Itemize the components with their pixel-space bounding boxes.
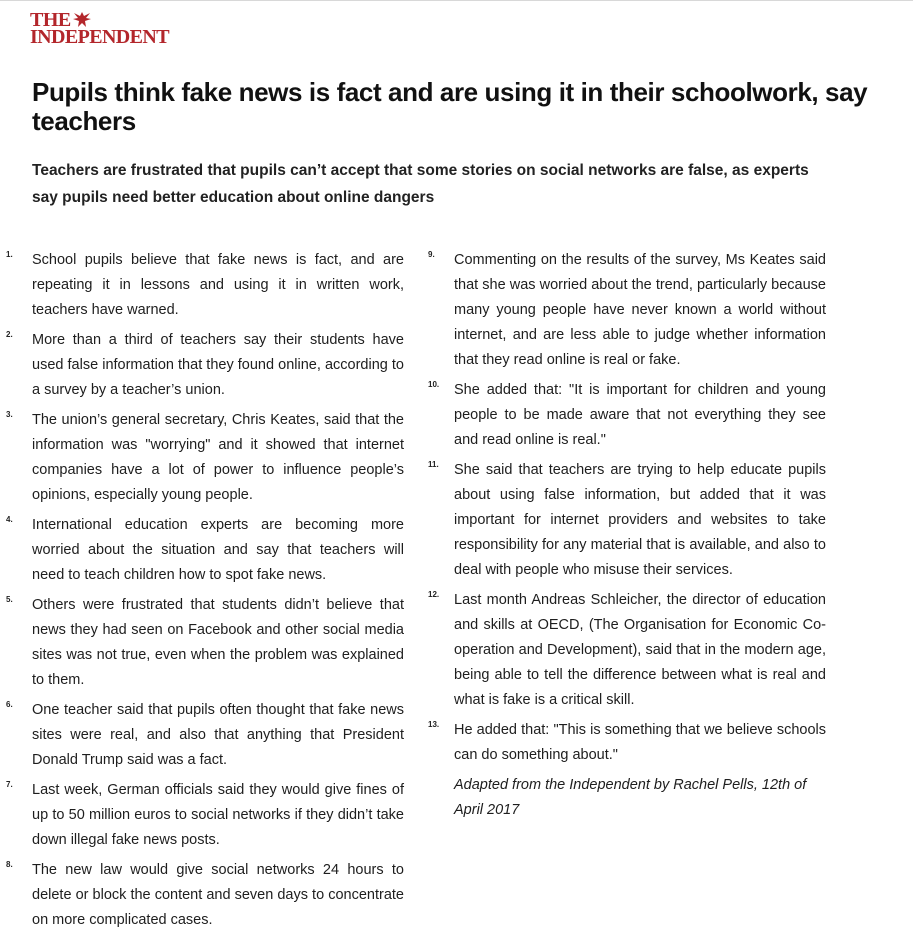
list-item bbox=[6, 593, 404, 693]
article-headline: Pupils think fake news is fact and are using it in their schoolwork, say teachers bbox=[32, 77, 868, 136]
paragraph-number: 8. bbox=[6, 860, 13, 869]
paragraph-text: Last month Andreas Schleicher, the director of education and skills at OECD, (The Organisation for Economic Co-operation and Development), said that in the modern age, being able to tell the difference between what is real and what is fake is a critical skill. bbox=[454, 592, 826, 708]
paragraph-text: Commenting on the results of the survey, Ms Keates said that she was worried about the trend, particularly because many young people have never known a world without internet, and are less able to judge whether information that they read online is real or fake. bbox=[454, 252, 826, 368]
masthead-the-text: THE bbox=[30, 9, 71, 31]
paragraph-text: More than a third of teachers say their students have used false information that they found online, according to a survey by a teacher’s union. bbox=[32, 332, 404, 398]
paragraph-number: 12. bbox=[428, 590, 440, 599]
paragraph-text: Last week, German officials said they would give fines of up to 50 million euros to social networks if they didn’t take down illegal fake news posts. bbox=[32, 782, 404, 848]
top-border bbox=[0, 0, 913, 5]
paragraph-text: The new law would give social networks 24 hours to delete or block the content and seven days to concentrate on more complicated cases. bbox=[32, 862, 404, 928]
paragraph-number: 11. bbox=[428, 460, 439, 469]
list-item bbox=[6, 328, 404, 403]
paragraph-number: 10. bbox=[428, 380, 440, 389]
list-item bbox=[6, 858, 404, 933]
list-item bbox=[6, 408, 404, 508]
paragraph-text: He added that: "This is something that we believe schools can do something about." bbox=[454, 722, 826, 763]
paragraph-text: International education experts are becoming more worried about the situation and say that teachers will need to teach children how to spot fake news. bbox=[32, 517, 404, 583]
paragraph-text: The union’s general secretary, Chris Keates, said that the information was "worrying" and it showed that internet companies have a lot of power to influence people’s opinions, especially young people. bbox=[32, 412, 404, 503]
paragraph-text: Others were frustrated that students didn’t believe that news they had seen on Facebook and other social media sites was not true, even when the problem was explained to them. bbox=[32, 597, 404, 688]
paragraph-number: 5. bbox=[6, 595, 13, 604]
right-column bbox=[428, 248, 826, 823]
article-standfirst: Teachers are frustrated that pupils can’t accept that some stories on social networks are false, as experts say pupils need better education about online dangers bbox=[32, 162, 809, 206]
list-item bbox=[6, 778, 404, 853]
list-item bbox=[428, 588, 826, 713]
list-item bbox=[428, 718, 826, 768]
paragraph-number: 3. bbox=[6, 410, 13, 419]
list-item bbox=[428, 378, 826, 453]
paragraph-text: School pupils believe that fake news is fact, and are repeating it in lessons and using it in written work, teachers have warned. bbox=[32, 252, 404, 318]
list-item bbox=[428, 248, 826, 373]
list-item bbox=[6, 513, 404, 588]
paragraph-number: 1. bbox=[6, 250, 13, 259]
paragraph-text: She added that: "It is important for children and young people to be made aware that not everything they see and read online is real." bbox=[454, 382, 826, 448]
paragraph-number: 9. bbox=[428, 250, 435, 259]
paragraph-number: 2. bbox=[6, 330, 13, 339]
paragraph-number: 4. bbox=[6, 515, 13, 524]
paragraph-text: One teacher said that pupils often thought that fake news sites were real, and also that anything that President Donald Trump said was a fact. bbox=[32, 702, 404, 768]
paragraph-number: 7. bbox=[6, 780, 13, 789]
list-item bbox=[6, 248, 404, 323]
list-item bbox=[428, 458, 826, 583]
masthead-line2: INDEPENDENT bbox=[30, 26, 169, 48]
paragraph-text: She said that teachers are trying to help educate pupils about using false information, but added that it was important for internet providers and websites to take responsibility for any material that is available, and also to deal with people who misuse their services. bbox=[454, 462, 826, 578]
list-item bbox=[6, 698, 404, 773]
paragraph-number: 13. bbox=[428, 720, 440, 729]
article-credit: Adapted from the Independent by Rachel Pells, 12th of April 2017 bbox=[454, 777, 807, 818]
left-column bbox=[6, 248, 404, 938]
masthead-logo bbox=[30, 10, 169, 46]
paragraph-number: 6. bbox=[6, 700, 13, 709]
